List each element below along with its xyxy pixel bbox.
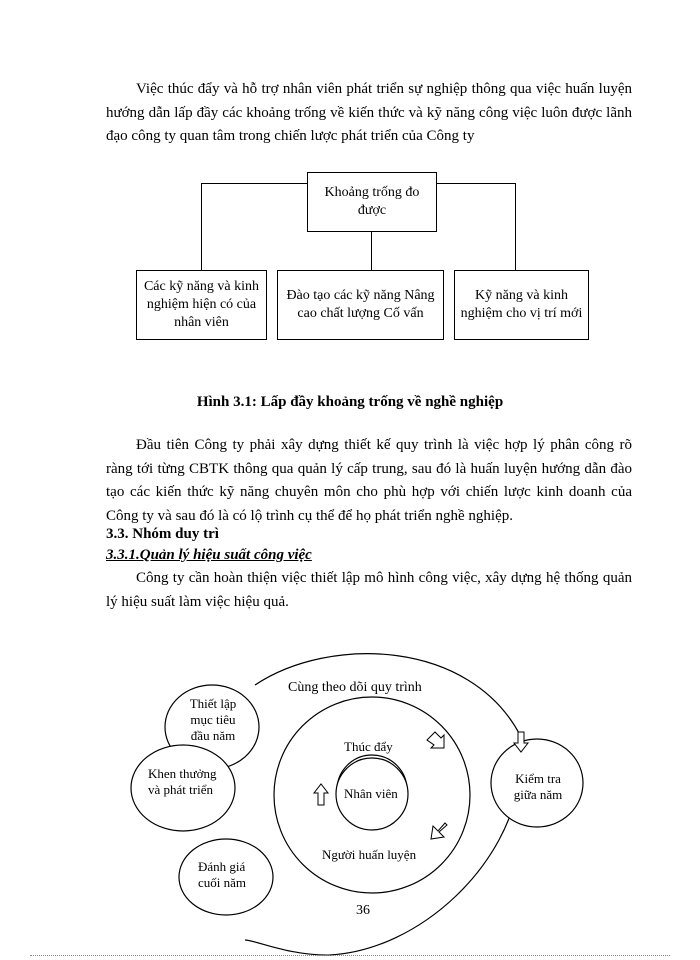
section-heading: 3.3. Nhóm duy trì (106, 526, 219, 542)
reward-label: Khen thưởng và phát triển (148, 766, 217, 797)
page-number: 36 (356, 903, 370, 918)
connector-left-vertical (201, 183, 202, 271)
paragraph-performance: Công ty cần hoàn thiện việc thiết lập mô hình công việc, xây dựng hệ thống quản lý hiệu suất làm việc hiệu quả. (106, 570, 632, 610)
connector-right-vertical (515, 183, 516, 271)
outer-cycle-label: Cùng theo dõi quy trình (288, 680, 422, 695)
arrow-down-right-icon (427, 732, 444, 748)
evaluate-label: Đánh giá cuối năm (198, 859, 247, 890)
bottom-divider (30, 955, 670, 956)
arrow-down-left-icon (431, 823, 447, 839)
current-skills-box: Các kỹ năng và kinh nghiệm hiện có của nhân viên (136, 270, 267, 340)
arrow-up-icon (314, 784, 328, 805)
ring-top-label: Thúc đẩy (344, 739, 393, 754)
center-label: Nhân viên (344, 786, 398, 801)
new-position-skills-box: Kỹ năng và kinh nghiệm cho vị trí mới (454, 270, 589, 340)
figure-caption: Hình 3.1: Lấp đầy khoảng trống về nghề nghiệp (196, 394, 504, 410)
midyear-label: Kiểm tra giữa năm (513, 771, 563, 802)
paragraph-process: Đầu tiên Công ty phải xây dựng thiết kế quy trình là việc hợp lý phân công rõ ràng tới từng CBTK thông qua quản lý cấp trung, sau đó là huấn luyện hướng dẫn đào tạo các kiến thức kỹ năng chuyên môn cho phù hợp với chiến lược kinh doanh của Công ty và sau đó là có lộ trình cụ thể để họ phát triển nghề nghiệp. (106, 437, 632, 524)
set-goals-label: Thiết lập mục tiêu đầu năm (189, 696, 237, 743)
subsection-heading: 3.3.1.Quản lý hiệu suất công việc (106, 547, 312, 563)
intro-paragraph: Việc thúc đẩy và hỗ trợ nhân viên phát triển sự nghiệp thông qua việc huấn luyện hướng dẫn lấp đầy các khoảng trống về kiến thức và kỹ năng công việc luôn được lãnh đạo công ty quan tâm trong chiến lược phát triển của Công ty (106, 81, 632, 144)
training-box: Đào tạo các kỹ năng Nâng cao chất lượng Cố vấn (277, 270, 444, 340)
ring-bottom-label: Người huấn luyện (322, 847, 417, 862)
gap-measured-box: Khoảng trống đo được (307, 172, 437, 232)
connector-middle-vertical (371, 231, 372, 271)
